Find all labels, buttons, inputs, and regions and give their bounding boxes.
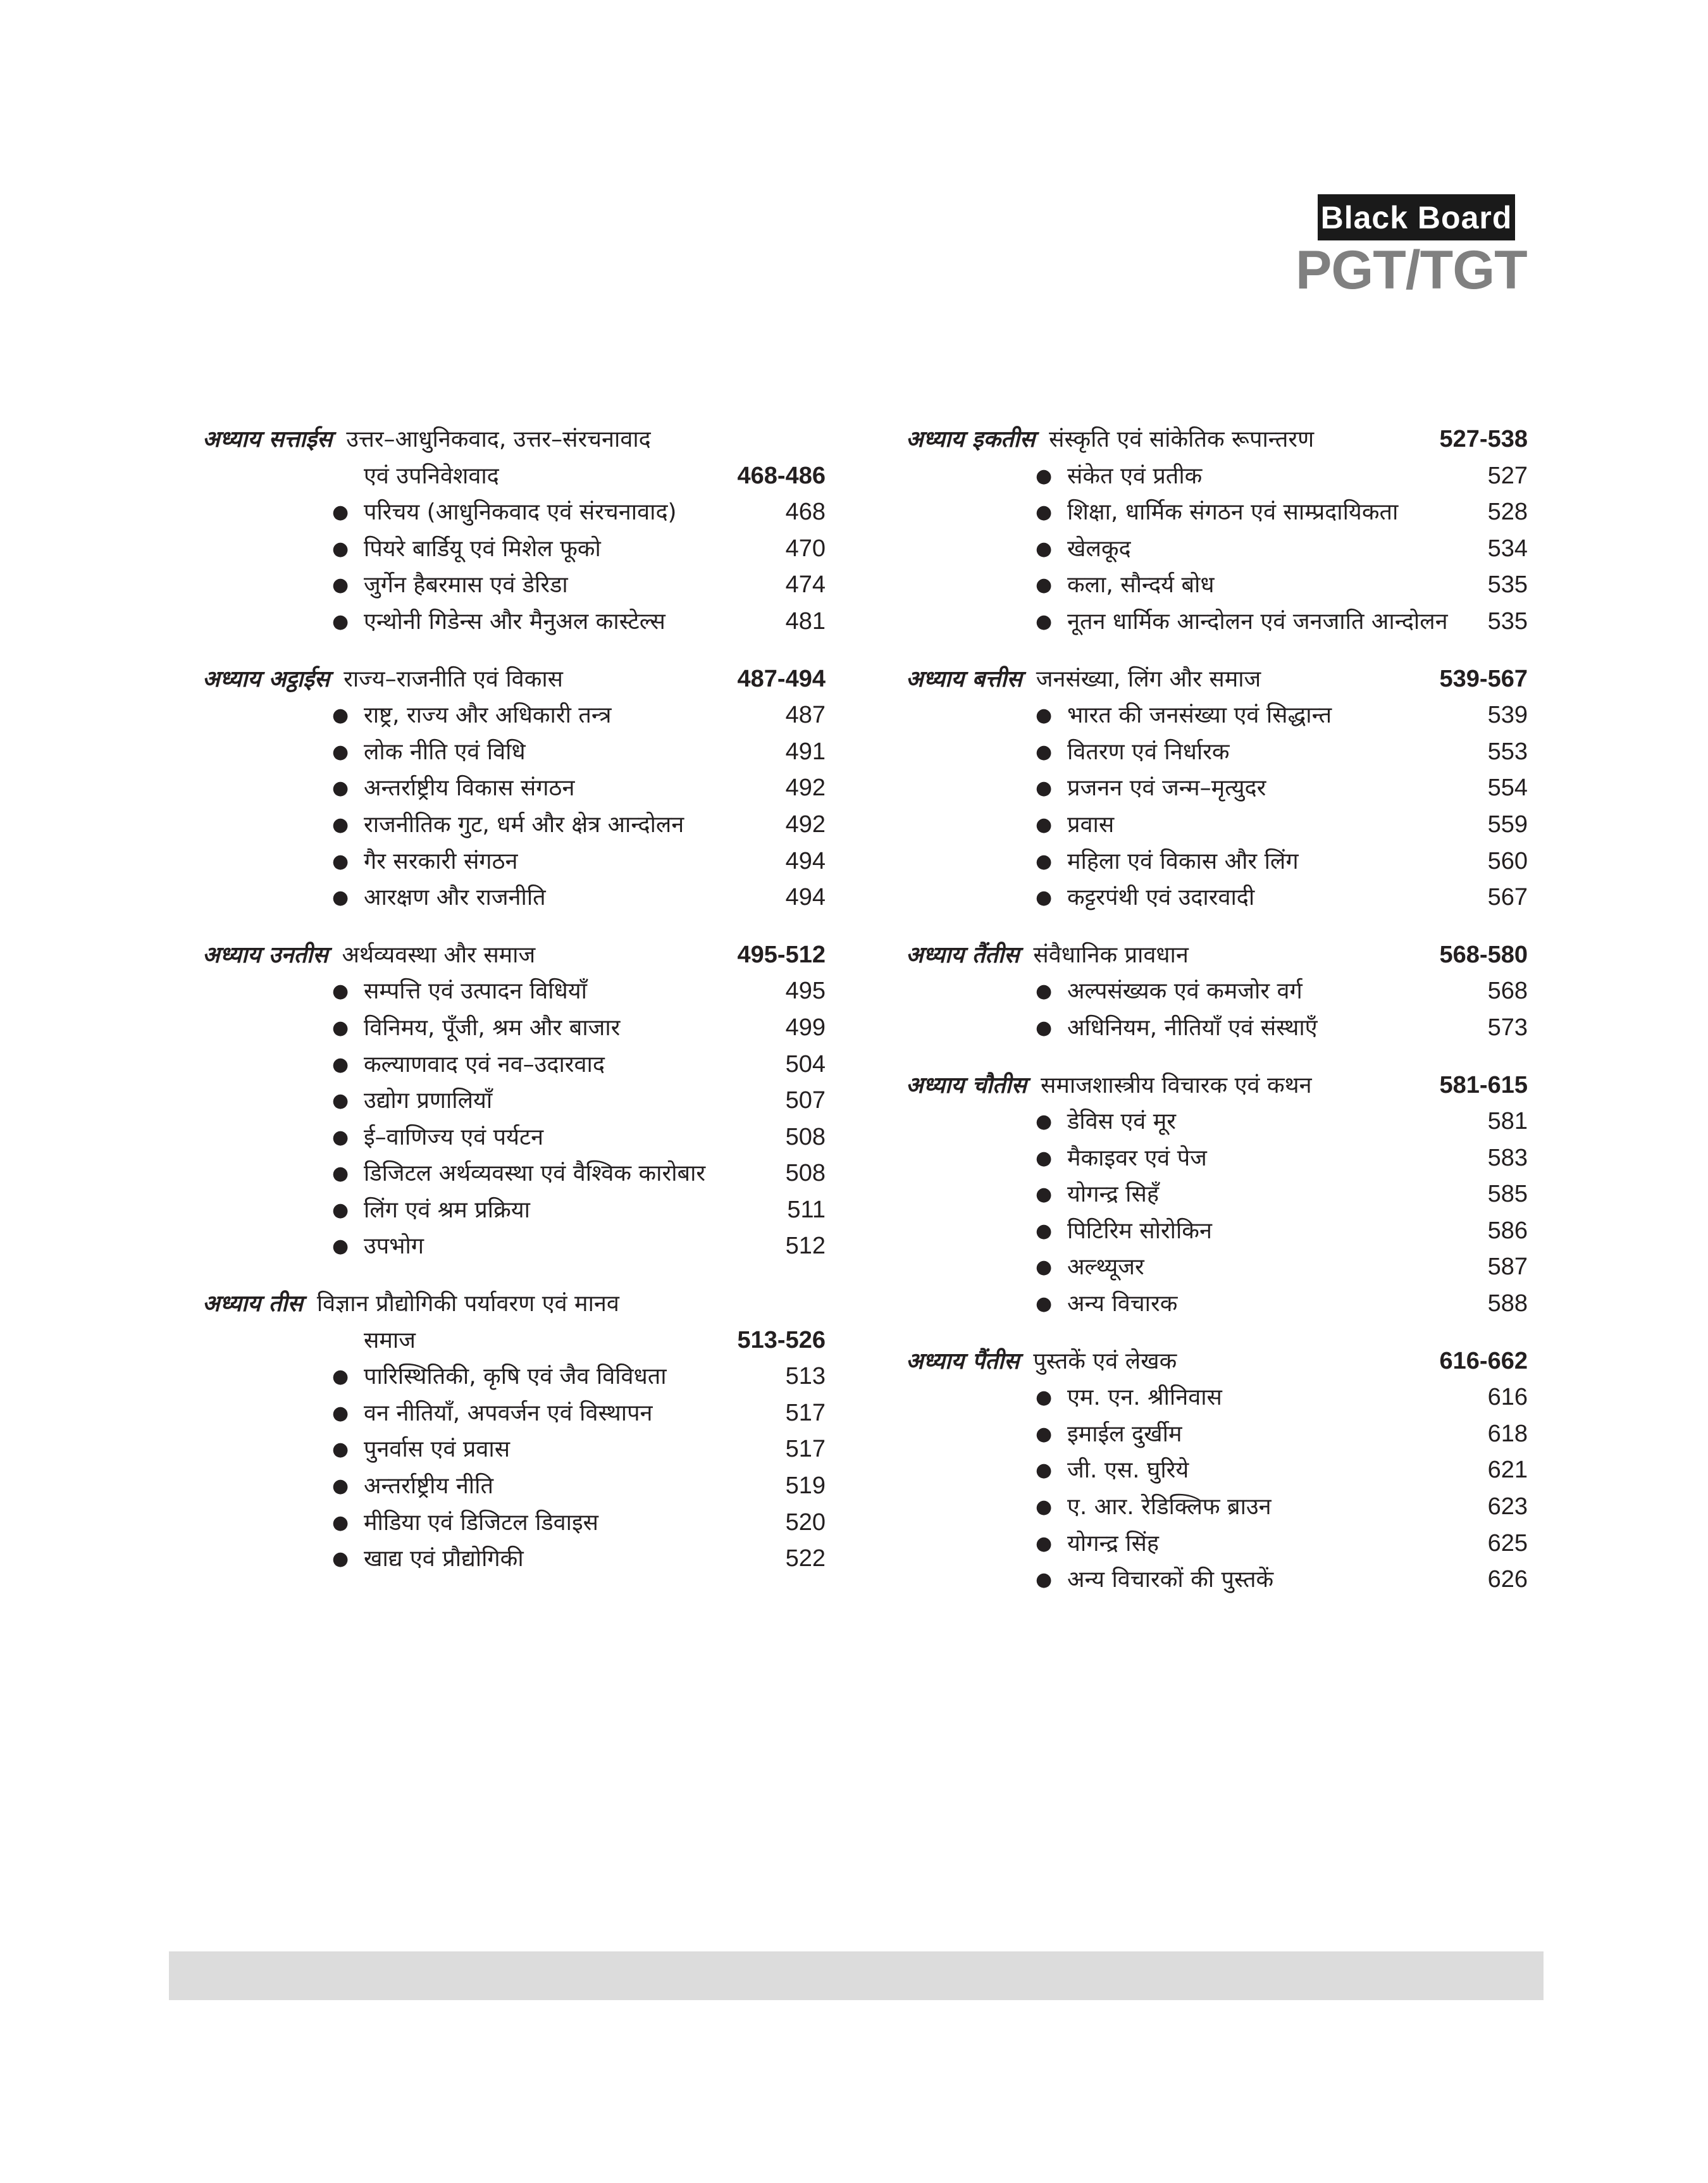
chapter-heading-row xyxy=(906,421,1528,458)
chapter-section xyxy=(202,1286,826,1577)
chapter-section xyxy=(202,421,826,640)
chapter-label: अध्याय सत्ताईस xyxy=(202,426,333,452)
toc-item-title: उद्योग प्रणालियाँ xyxy=(364,1088,493,1114)
toc-item-title: वन नीतियाँ, अपवर्जन एवं विस्थापन xyxy=(364,1400,653,1426)
toc-item-page: 626 xyxy=(1487,1566,1528,1593)
chapter-heading-row xyxy=(906,1067,1528,1104)
bullet-icon: ● xyxy=(332,1402,349,1424)
toc-item-page: 512 xyxy=(785,1233,826,1260)
toc-item-page: 492 xyxy=(785,811,826,838)
toc-left-column xyxy=(202,421,826,1598)
bullet-icon: ● xyxy=(332,777,349,800)
bullet-icon: ● xyxy=(332,850,349,873)
bullet-icon: ● xyxy=(332,1090,349,1112)
toc-item-title: पारिस्थितिकी, कृषि एवं जैव विविधता xyxy=(364,1364,667,1390)
toc-item-page: 559 xyxy=(1487,811,1528,838)
bullet-icon: ● xyxy=(1036,1293,1053,1315)
chapter-section xyxy=(906,1067,1528,1322)
chapter-title: उत्तर–आधुनिकवाद, उत्तर–संरचनावाद xyxy=(346,426,651,452)
toc-item xyxy=(906,458,1528,495)
toc-item-title: अन्य विचारक xyxy=(1067,1291,1178,1317)
bullet-icon: ● xyxy=(1036,1459,1053,1482)
chapter-title: समाज xyxy=(364,1327,416,1353)
toc-item xyxy=(906,567,1528,604)
toc-item-title: लोक नीति एवं विधि xyxy=(364,738,526,765)
bullet-icon: ● xyxy=(1036,1110,1053,1133)
bullet-icon: ● xyxy=(332,1053,349,1076)
chapter-section xyxy=(202,661,826,916)
toc-item-title: अन्य विचारकों की पुस्तकें xyxy=(1067,1567,1274,1593)
toc-item-title: खेलकूद xyxy=(1067,535,1131,562)
toc-item xyxy=(202,567,826,604)
chapter-title: संस्कृति एवं सांकेतिक रूपान्तरण xyxy=(1049,426,1315,452)
chapter-page-range: 616-662 xyxy=(1439,1347,1528,1374)
toc-item-title: अन्तर्राष्ट्रीय विकास संगठन xyxy=(364,775,575,802)
bullet-icon: ● xyxy=(1036,1016,1053,1039)
bullet-icon: ● xyxy=(332,1438,349,1461)
toc-item-page: 618 xyxy=(1487,1420,1528,1447)
toc-item-title: गैर सरकारी संगठन xyxy=(364,848,518,874)
chapter-label: अध्याय चौतीस xyxy=(906,1072,1027,1098)
toc-item xyxy=(906,1452,1528,1489)
bullet-icon: ● xyxy=(1036,850,1053,873)
toc-item xyxy=(906,843,1528,880)
toc-item xyxy=(906,807,1528,843)
chapter-title: पुस्तकें एवं लेखक xyxy=(1033,1348,1177,1374)
toc-item-title: नूतन धार्मिक आन्दोलन एवं जनजाति आन्दोलन xyxy=(1067,608,1448,635)
toc-item-page: 520 xyxy=(785,1508,826,1536)
toc-item-title: राजनीतिक गुट, धर्म और क्षेत्र आन्दोलन xyxy=(364,811,684,838)
toc-item-title: महिला एवं विकास और लिंग xyxy=(1067,848,1299,874)
toc-item xyxy=(202,1192,826,1229)
toc-item-page: 535 xyxy=(1487,571,1528,599)
toc-item-page: 539 xyxy=(1487,702,1528,729)
toc-item xyxy=(202,1119,826,1156)
toc-item-page: 560 xyxy=(1487,847,1528,874)
bullet-icon: ● xyxy=(1036,1496,1053,1519)
toc-item xyxy=(906,697,1528,734)
chapter-section xyxy=(906,1343,1528,1598)
toc-item-page: 470 xyxy=(785,535,826,562)
toc-item-page: 513 xyxy=(785,1363,826,1390)
bullet-icon: ● xyxy=(1036,1183,1053,1206)
chapter-title: संवैधानिक प्रावधान xyxy=(1033,942,1189,968)
bullet-icon: ● xyxy=(1036,537,1053,560)
chapter-heading-row xyxy=(202,937,826,974)
chapter-heading-row xyxy=(906,937,1528,974)
toc-item xyxy=(202,494,826,531)
bullet-icon: ● xyxy=(332,1016,349,1039)
toc-item xyxy=(202,770,826,807)
bullet-icon: ● xyxy=(1036,464,1053,487)
bullet-icon: ● xyxy=(332,740,349,763)
chapter-page-range: 568-580 xyxy=(1439,941,1528,968)
bullet-icon: ● xyxy=(1036,1532,1053,1555)
toc-item-title: सम्पत्ति एवं उत्पादन विधियाँ xyxy=(364,978,587,1005)
chapter-label: अध्याय बत्तीस xyxy=(906,666,1022,692)
toc-item-title: जी. एस. घुरिये xyxy=(1067,1457,1189,1484)
toc-item-page: 573 xyxy=(1487,1014,1528,1041)
bullet-icon: ● xyxy=(332,1511,349,1534)
footer-bar xyxy=(169,1951,1544,2000)
toc-item xyxy=(906,1176,1528,1213)
toc-item-page: 494 xyxy=(785,884,826,911)
chapter-section xyxy=(906,937,1528,1047)
chapter-title: राज्य–राजनीति एवं विकास xyxy=(343,666,563,692)
toc-item-page: 491 xyxy=(785,738,826,765)
toc-item-page: 474 xyxy=(785,571,826,599)
logo-top-text: Black Board xyxy=(1320,199,1513,235)
chapter-page-range: 495-512 xyxy=(737,941,826,968)
toc-item-title: अल्थ्यूजर xyxy=(1067,1254,1144,1281)
bullet-icon: ● xyxy=(1036,1422,1053,1445)
toc-item xyxy=(202,973,826,1010)
toc-item-title: डिजिटल अर्थव्यवस्था एवं वैश्विक कारोबार xyxy=(364,1160,706,1187)
chapter-section xyxy=(906,421,1528,640)
toc-item-title: पुनर्वास एवं प्रवास xyxy=(364,1436,511,1463)
chapter-heading-row xyxy=(202,458,826,495)
toc-item-title: अधिनियम, नीतियाँ एवं संस्थाएँ xyxy=(1067,1014,1318,1041)
bullet-icon: ● xyxy=(1036,1219,1053,1242)
toc-item xyxy=(202,1083,826,1119)
toc-item-page: 487 xyxy=(785,702,826,729)
chapter-title: एवं उपनिवेशवाद xyxy=(364,463,499,489)
toc-item xyxy=(202,1010,826,1047)
toc-item-title: पिटिरिम सोरोकिन xyxy=(1067,1217,1212,1244)
bullet-icon: ● xyxy=(1036,704,1053,727)
chapter-label: अध्याय तैंतीस xyxy=(906,942,1020,968)
toc-item-title: एन्थोनी गिडेन्स और मैनुअल कास्टेल्स xyxy=(364,608,665,635)
toc-item xyxy=(202,1468,826,1505)
toc-item xyxy=(906,880,1528,916)
toc-right-column xyxy=(906,421,1528,1619)
toc-item-page: 528 xyxy=(1487,499,1528,526)
chapter-page-range: 468-486 xyxy=(737,462,826,489)
toc-item-page: 588 xyxy=(1487,1290,1528,1317)
toc-item xyxy=(202,1395,826,1432)
chapter-title: अर्थव्यवस्था और समाज xyxy=(342,942,536,968)
chapter-label: अध्याय इकतीस xyxy=(906,426,1036,452)
toc-item-page: 495 xyxy=(785,978,826,1005)
chapter-title: समाजशास्त्रीय विचारक एवं कथन xyxy=(1041,1072,1312,1098)
toc-item-page: 585 xyxy=(1487,1181,1528,1208)
toc-item xyxy=(202,1228,826,1265)
bullet-icon: ● xyxy=(332,1126,349,1148)
toc-item xyxy=(202,1505,826,1541)
toc-item-title: इमाईल दुर्खीम xyxy=(1067,1421,1182,1447)
toc-item-title: शिक्षा, धार्मिक संगठन एवं साम्प्रदायिकता xyxy=(1067,499,1399,526)
bullet-icon: ● xyxy=(332,704,349,727)
toc-item-title: डेविस एवं मूर xyxy=(1067,1109,1176,1135)
bullet-icon: ● xyxy=(332,1162,349,1185)
toc-item-title: ई–वाणिज्य एवं पर्यटन xyxy=(364,1124,544,1150)
toc-item xyxy=(906,1140,1528,1177)
toc-item-title: कट्टरपंथी एवं उदारवादी xyxy=(1067,885,1255,911)
bullet-icon: ● xyxy=(332,610,349,633)
toc-item-title: पियरे बार्डियू एवं मिशेल फूको xyxy=(364,535,601,562)
toc-item-page: 499 xyxy=(785,1014,826,1041)
toc-item-title: अन्तर्राष्ट्रीय नीति xyxy=(364,1473,493,1500)
toc-item-page: 517 xyxy=(785,1399,826,1426)
toc-item-title: लिंग एवं श्रम प्रक्रिया xyxy=(364,1197,530,1223)
chapter-page-range: 487-494 xyxy=(737,665,826,692)
toc-item-page: 494 xyxy=(785,847,826,874)
toc-item-page: 553 xyxy=(1487,738,1528,765)
toc-item-title: योगन्द्र सिहँ xyxy=(1067,1181,1159,1208)
bullet-icon: ● xyxy=(332,501,349,524)
bullet-icon: ● xyxy=(1036,1386,1053,1409)
bullet-icon: ● xyxy=(332,980,349,1003)
bullet-icon: ● xyxy=(1036,886,1053,909)
bullet-icon: ● xyxy=(1036,813,1053,836)
toc-item xyxy=(906,1526,1528,1562)
toc-item xyxy=(202,734,826,771)
toc-item-title: कल्याणवाद एवं नव–उदारवाद xyxy=(364,1051,605,1078)
chapter-heading-row xyxy=(202,661,826,698)
chapter-heading-row xyxy=(202,1286,826,1322)
bullet-icon: ● xyxy=(332,1548,349,1570)
toc-item-title: कला, सौन्दर्य बोध xyxy=(1067,572,1215,599)
bullet-icon: ● xyxy=(332,574,349,597)
toc-item xyxy=(906,531,1528,568)
bullet-icon: ● xyxy=(1036,574,1053,597)
toc-item-title: भारत की जनसंख्या एवं सिद्धान्त xyxy=(1067,702,1332,729)
toc-item-page: 581 xyxy=(1487,1108,1528,1135)
toc-item xyxy=(906,1249,1528,1286)
toc-item-title: उपभोग xyxy=(364,1233,424,1260)
toc-item-page: 522 xyxy=(785,1545,826,1572)
toc-item xyxy=(906,973,1528,1010)
logo-black-board xyxy=(1318,194,1515,240)
toc-item xyxy=(906,494,1528,531)
toc-item-page: 534 xyxy=(1487,535,1528,562)
toc-item-title: जुर्गेन हैबरमास एवं डेरिडा xyxy=(364,572,568,599)
bullet-icon: ● xyxy=(1036,980,1053,1003)
toc-item-page: 527 xyxy=(1487,462,1528,489)
toc-item xyxy=(906,1489,1528,1526)
bullet-icon: ● xyxy=(332,813,349,836)
toc-item-page: 616 xyxy=(1487,1384,1528,1411)
toc-item-title: वितरण एवं निर्धारक xyxy=(1067,738,1230,765)
toc-item-page: 586 xyxy=(1487,1217,1528,1244)
toc-item-title: ए. आर. रेडिक्लिफ ब्राउन xyxy=(1067,1494,1272,1521)
toc-item-page: 511 xyxy=(787,1196,826,1223)
toc-item-page: 587 xyxy=(1487,1253,1528,1281)
toc-item-title: अल्पसंख्यक एवं कमजोर वर्ग xyxy=(1067,978,1303,1005)
bullet-icon: ● xyxy=(1036,740,1053,763)
toc-item-page: 621 xyxy=(1487,1457,1528,1484)
toc-item xyxy=(906,1379,1528,1416)
toc-item xyxy=(906,604,1528,640)
toc-item-title: परिचय (आधुनिकवाद एवं संरचनावाद) xyxy=(364,499,677,526)
toc-item-page: 568 xyxy=(1487,978,1528,1005)
toc-item-title: संकेत एवं प्रतीक xyxy=(1067,463,1203,489)
toc-item-title: विनिमय, पूँजी, श्रम और बाजार xyxy=(364,1014,621,1041)
bullet-icon: ● xyxy=(1036,1256,1053,1279)
bullet-icon: ● xyxy=(1036,777,1053,800)
toc-item xyxy=(906,1286,1528,1322)
toc-item-page: 508 xyxy=(785,1123,826,1150)
toc-item xyxy=(202,604,826,640)
chapter-label: अध्याय पैंतीस xyxy=(906,1348,1020,1374)
toc-item xyxy=(906,1562,1528,1598)
logo-pgt-tgt: PGT/TGT xyxy=(1296,240,1527,301)
toc-item xyxy=(202,531,826,568)
toc-item-page: 492 xyxy=(785,774,826,802)
chapter-title: जनसंख्या, लिंग और समाज xyxy=(1036,666,1261,692)
toc-item xyxy=(202,1431,826,1468)
chapter-section xyxy=(202,937,826,1265)
toc-item xyxy=(202,1541,826,1577)
toc-item xyxy=(906,1416,1528,1453)
toc-item xyxy=(906,1010,1528,1047)
chapter-page-range: 513-526 xyxy=(737,1326,826,1353)
chapter-heading-row xyxy=(202,1322,826,1359)
chapter-heading-row xyxy=(202,421,826,458)
toc-item-title: एम. एन. श्रीनिवास xyxy=(1067,1384,1222,1411)
toc-item-title: आरक्षण और राजनीति xyxy=(364,885,546,911)
chapter-page-range: 527-538 xyxy=(1439,426,1528,452)
toc-item xyxy=(202,1359,826,1395)
toc-item xyxy=(202,697,826,734)
bullet-icon: ● xyxy=(332,1475,349,1498)
chapter-page-range: 539-567 xyxy=(1439,665,1528,692)
chapter-heading-row xyxy=(906,1343,1528,1380)
bullet-icon: ● xyxy=(1036,1569,1053,1591)
toc-item-page: 535 xyxy=(1487,607,1528,635)
toc-item-page: 625 xyxy=(1487,1529,1528,1557)
toc-item-title: प्रजनन एवं जन्म–मृत्युदर xyxy=(1067,775,1266,802)
toc-item xyxy=(202,1155,826,1192)
chapter-title: विज्ञान प्रौद्योगिकी पर्यावरण एवं मानव xyxy=(316,1291,619,1317)
toc-item-page: 481 xyxy=(785,607,826,635)
toc-item-page: 504 xyxy=(785,1050,826,1078)
bullet-icon: ● xyxy=(332,1235,349,1258)
toc-item-page: 517 xyxy=(785,1436,826,1463)
toc-item-page: 507 xyxy=(785,1087,826,1114)
chapter-label: अध्याय अट्ठाईस xyxy=(202,666,330,692)
chapter-heading-row xyxy=(906,661,1528,698)
toc-item-page: 583 xyxy=(1487,1144,1528,1171)
bullet-icon: ● xyxy=(1036,610,1053,633)
toc-item-title: मीडिया एवं डिजिटल डिवाइस xyxy=(364,1509,599,1536)
toc-item-page: 519 xyxy=(785,1472,826,1500)
toc-item-page: 567 xyxy=(1487,884,1528,911)
toc-item xyxy=(202,1047,826,1083)
toc-item xyxy=(906,770,1528,807)
chapter-label: अध्याय उनतीस xyxy=(202,942,328,968)
toc-item-page: 623 xyxy=(1487,1493,1528,1521)
chapter-section xyxy=(906,661,1528,916)
bullet-icon: ● xyxy=(1036,501,1053,524)
toc-item xyxy=(906,1104,1528,1140)
toc-item xyxy=(202,843,826,880)
bullet-icon: ● xyxy=(332,886,349,909)
toc-item-page: 554 xyxy=(1487,774,1528,802)
bullet-icon: ● xyxy=(332,1365,349,1388)
toc-item-title: खाद्य एवं प्रौद्योगिकी xyxy=(364,1546,524,1572)
toc-item-page: 468 xyxy=(785,499,826,526)
toc-item xyxy=(906,1213,1528,1250)
toc-item-title: प्रवास xyxy=(1067,811,1115,838)
toc-item xyxy=(202,807,826,843)
bullet-icon: ● xyxy=(1036,1147,1053,1169)
toc-item xyxy=(202,880,826,916)
toc-item xyxy=(906,734,1528,771)
bullet-icon: ● xyxy=(332,537,349,560)
bullet-icon: ● xyxy=(332,1198,349,1221)
toc-item-title: योगन्द्र सिंह xyxy=(1067,1530,1159,1557)
chapter-label: अध्याय तीस xyxy=(202,1291,303,1317)
chapter-page-range: 581-615 xyxy=(1439,1071,1528,1098)
toc-item-title: राष्ट्र, राज्य और अधिकारी तन्त्र xyxy=(364,702,612,729)
toc-item-title: मैकाइवर एवं पेज xyxy=(1067,1145,1207,1171)
toc-item-page: 508 xyxy=(785,1160,826,1187)
